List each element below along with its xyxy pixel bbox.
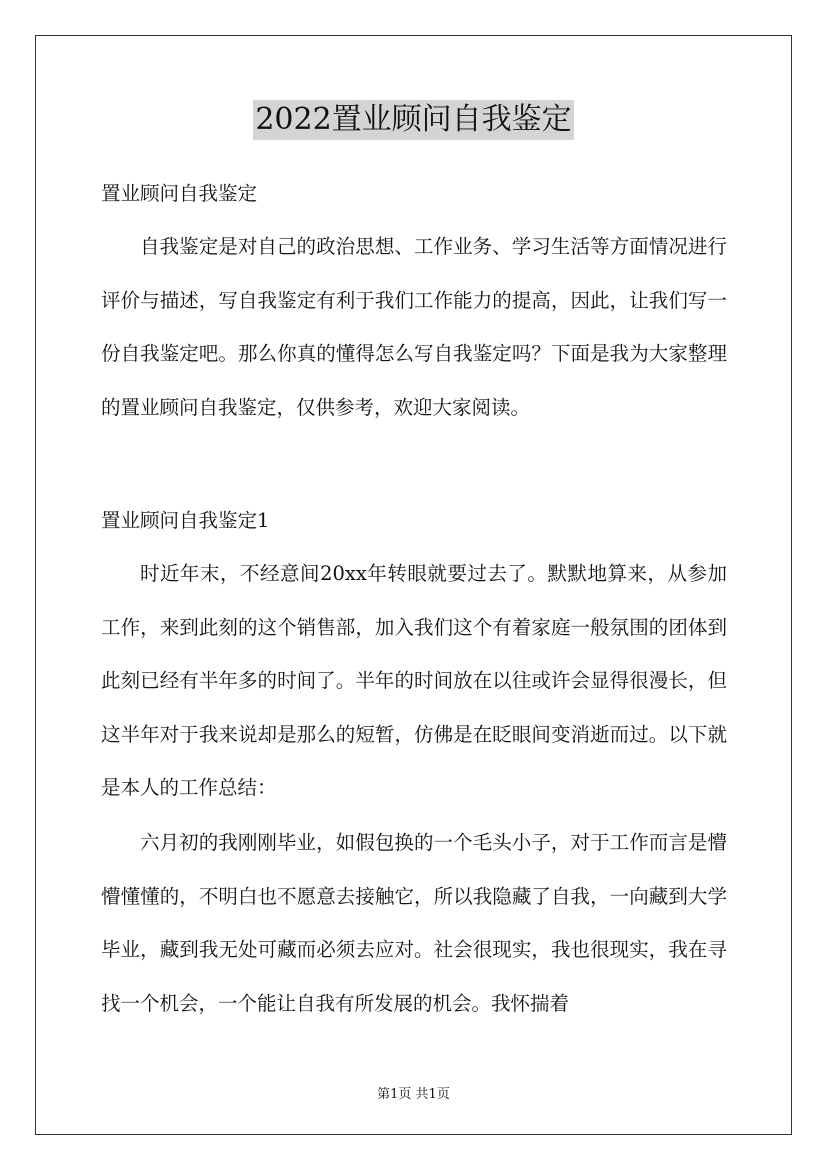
page-number: 第1页 共1页 — [377, 1087, 450, 1102]
intro-paragraph: 自我鉴定是对自己的政治思想、工作业务、学习生活等方面情况进行评价与描述，写自我鉴定有利于我们工作能力的提高，因此，让我们写一份自我鉴定吧。那么你真的懂得怎么写自我鉴定吗？下面是我为大家整理的置业顾问自我鉴定，仅供参考，欢迎大家阅读。 — [101, 235, 727, 419]
section-paragraph: 六月初的我刚刚毕业，如假包换的一个毛头小子，对于工作而言是懵懵懂懂的，不明白也不愿意去接触它，所以我隐藏了自我，一向藏到大学毕业，藏到我无处可藏而必须去应对。社会很现实，我也很现实，我在寻找一个机会，一个能让自我有所发展的机会。我怀揣着 — [101, 831, 727, 1015]
title-container — [0, 100, 827, 140]
section-heading: 置业顾问自我鉴定1 — [101, 509, 270, 532]
document-subtitle: 置业顾问自我鉴定 — [101, 182, 258, 205]
section-paragraph: 时近年末，不经意间20xx年转眼就要过去了。默默地算来，从参加工作，来到此刻的这个销售部，加入我们这个有着家庭一般氛围的团体到此刻已经有半年多的时间了。半年的时间放在以往或许会显得很漫长，但这半年对于我来说却是那么的短暂，仿佛是在眨眼间变消逝而过。以下就是本人的工作总结： — [101, 562, 727, 800]
document-title: 2022置业顾问自我鉴定 — [253, 100, 573, 140]
